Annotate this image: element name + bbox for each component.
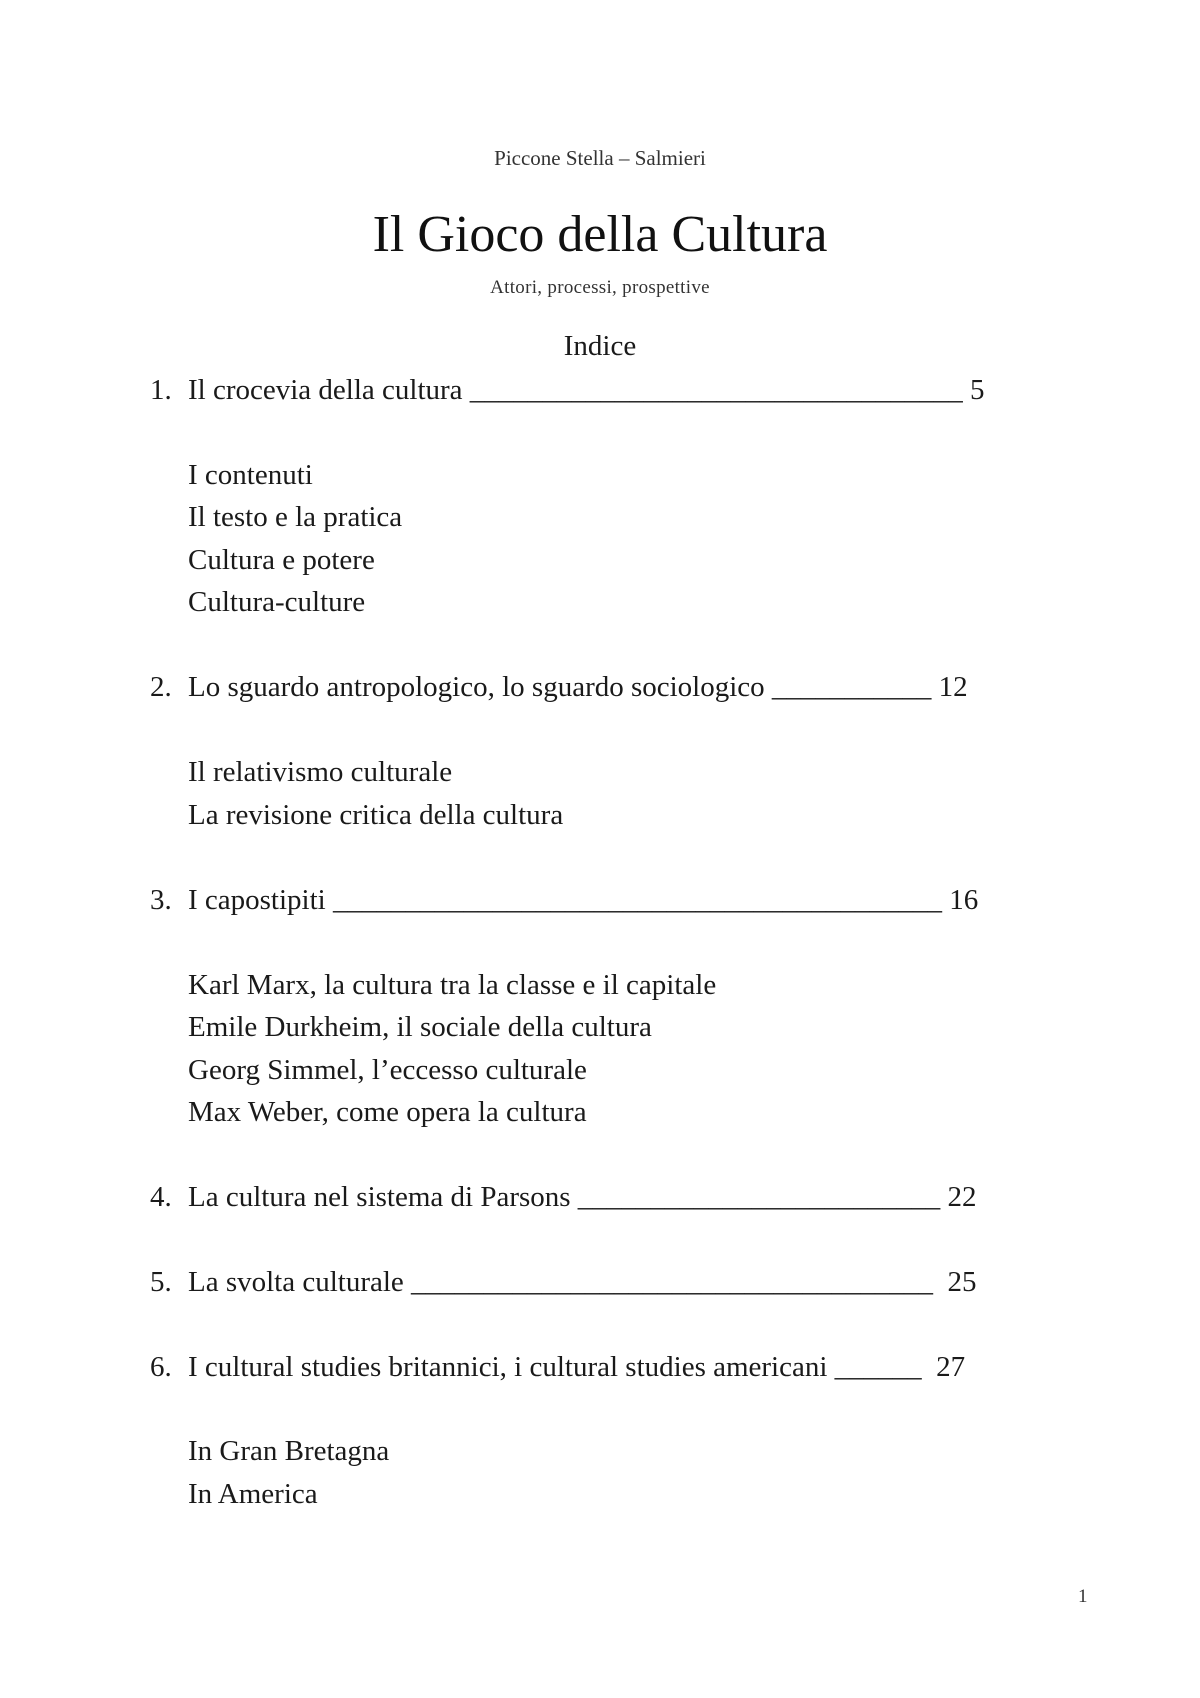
index-heading: Indice — [563, 330, 637, 362]
toc-section: In America — [188, 1478, 318, 1510]
chapter-number: 5. — [150, 1266, 172, 1298]
chapter-entry: Il crocevia della cultura __________________________________ 5 — [188, 374, 985, 406]
toc-chapter-4 — [150, 1180, 977, 1214]
toc-section: Cultura-culture — [188, 586, 366, 618]
chapter-entry: Lo sguardo antropologico, lo sguardo sociologico ___________ 12 — [188, 671, 968, 703]
document-title: Il Gioco della Cultura — [372, 206, 828, 263]
authors-line: Piccone Stella – Salmieri — [494, 146, 706, 170]
chapter-entry: I cultural studies britannici, i cultural studies americani ______ 27 — [188, 1351, 966, 1383]
toc-section: Max Weber, come opera la cultura — [188, 1096, 587, 1128]
chapter-number: 4. — [150, 1181, 172, 1213]
chapter-number: 3. — [150, 884, 172, 916]
toc-section: Georg Simmel, l’eccesso culturale — [188, 1054, 587, 1086]
toc-section: I contenuti — [188, 459, 313, 491]
toc-chapter-5 — [150, 1265, 977, 1299]
chapter-entry: La cultura nel sistema di Parsons _________________________ 22 — [188, 1181, 977, 1213]
toc-chapter-6 — [150, 1350, 965, 1384]
toc-chapter-3 — [150, 883, 978, 917]
toc-section: In Gran Bretagna — [188, 1435, 390, 1467]
chapter-number: 6. — [150, 1351, 172, 1383]
toc-section: Cultura e potere — [188, 544, 375, 576]
toc-chapter-1 — [150, 373, 985, 407]
page-number: 1 — [1078, 1586, 1088, 1607]
toc-section: Karl Marx, la cultura tra la classe e il capitale — [188, 969, 717, 1001]
toc-section: Il testo e la pratica — [188, 501, 403, 533]
chapter-number: 1. — [150, 374, 172, 406]
chapter-entry: La svolta culturale ____________________________________ 25 — [188, 1266, 977, 1298]
toc-section: Il relativismo culturale — [188, 756, 453, 788]
toc-section: La revisione critica della cultura — [188, 799, 564, 831]
chapter-number: 2. — [150, 671, 172, 703]
chapter-entry: I capostipiti __________________________________________ 16 — [188, 884, 979, 916]
toc-chapter-2 — [150, 670, 968, 704]
toc-section: Emile Durkheim, il sociale della cultura — [188, 1011, 652, 1043]
document-subtitle: Attori, processi, prospettive — [490, 277, 710, 298]
